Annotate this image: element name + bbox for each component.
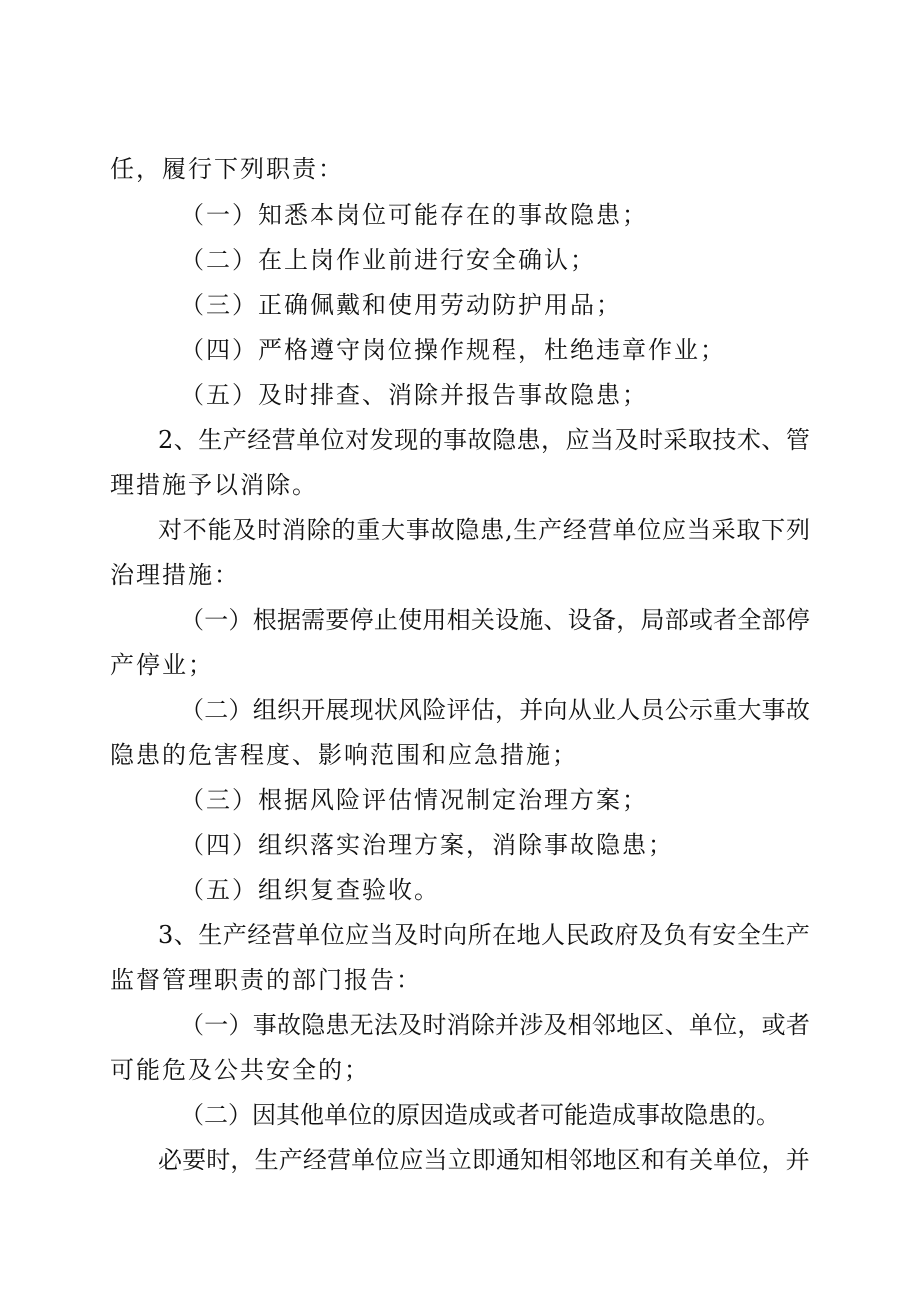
text-line: （五）组织复查验收。 [180, 876, 440, 904]
text-line: （ 二 ） 组 织 开 展 现 状 风 险 评 估 ， 并 向 从 业 人 员 公 示 重 大 事 故 [180, 696, 810, 724]
text-line: （ 一 ） 根 据 需 要 停 止 使 用 相 关 设 施 、 设 备 ， 局 部 或 者 全 部 停 [180, 606, 810, 634]
text-line: （三）根据风险评估情况制定治理方案； [180, 786, 648, 814]
text-line: （二）在上岗作业前进行安全确认； [180, 246, 596, 274]
text-line: 2 、 生 产 经 营 单 位 对 发 现 的 事 故 隐 患 ， 应 当 及 时 采 取 技 术 、 管 [158, 426, 810, 454]
text-line: （五）及时排查、消除并报告事故隐患； [180, 381, 648, 409]
text-line: 监督管理职责的部门报告： [110, 966, 422, 994]
text-line: （三）正确佩戴和使用劳动防护用品； [180, 291, 622, 319]
text-line: （四）严格遵守岗位操作规程，杜绝违章作业； [180, 336, 726, 364]
text-line: 治理措施： [110, 561, 240, 589]
text-line: 任，履行下列职责： [110, 155, 344, 183]
text-line: 3 、 生 产 经 营 单 位 应 当 及 时 向 所 在 地 人 民 政 府 及 负 有 安 全 生 产 [158, 921, 810, 949]
text-line: （ 二 ） 因 其 他 单 位 的 原 因 造 成 或 者 可 能 造 成 事 故 隐 患 的 。 [180, 1101, 780, 1129]
text-line: 理措施予以消除。 [110, 471, 318, 499]
text-line: 对 不 能 及 时 消 除 的 重 大 事 故 隐 患 , 生 产 经 营 单 位 应 当 采 取 下 列 [158, 516, 810, 544]
text-line: （一）知悉本岗位可能存在的事故隐患； [180, 201, 648, 229]
text-line: 可能危及公共安全的； [110, 1056, 370, 1084]
text-line: （ 一 ） 事 故 隐 患 无 法 及 时 消 除 并 涉 及 相 邻 地 区 、 单 位 ， 或 者 [180, 1011, 810, 1039]
text-line: 隐患的危害程度、影响范围和应急措施； [110, 741, 578, 769]
text-line: （四）组织落实治理方案，消除事故隐患； [180, 831, 674, 859]
text-line: 必 要 时 ， 生 产 经 营 单 位 应 当 立 即 通 知 相 邻 地 区 和 有 关 单 位 ， 并 [158, 1146, 810, 1174]
text-line: 产停业； [110, 651, 214, 679]
